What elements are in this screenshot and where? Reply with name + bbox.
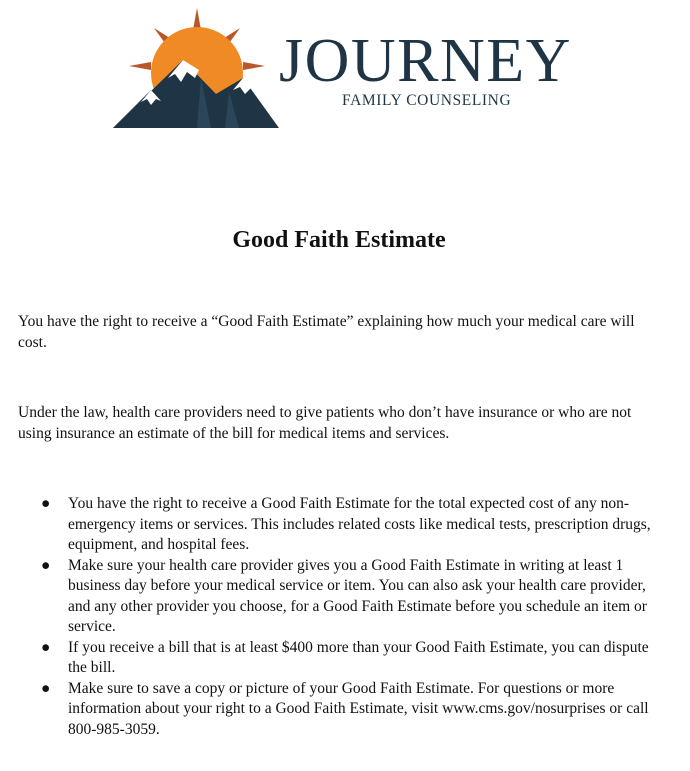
brand-tagline: FAMILY COUNSELING (342, 92, 512, 109)
bullet-icon: ● (41, 495, 51, 512)
list-item-text: You have the right to receive a Good Faith Estimate for the total expected cost of any non-emergency items or services. This includes related costs like medical tests, prescription drugs, equipment, and hospital fees. (68, 495, 651, 553)
bullet-icon: ● (41, 679, 51, 697)
list-item (18, 638, 662, 679)
list-item-text: If you receive a bill that is at least $400 more than your Good Faith Estimate, you can dispute the bill. (68, 638, 649, 676)
law-paragraph: Under the law, health care providers need to give patients who don’t have insurance or who are not using insurance an estimate of the bill for medical items and services. (18, 404, 632, 442)
brand-name: JOURNEY (279, 27, 572, 95)
mountain-sun-logo-icon (113, 8, 279, 133)
page-title: Good Faith Estimate (232, 227, 446, 253)
list-item (18, 679, 662, 741)
intro-paragraph: You have the right to receive a “Good Faith Estimate” explaining how much your medical care will cost. (18, 313, 635, 351)
bullet-icon: ● (41, 556, 51, 574)
bullet-icon: ● (41, 638, 51, 656)
list-item (18, 494, 662, 556)
list-item-text: Make sure to save a copy or picture of your Good Faith Estimate. For questions or more information about your right to a Good Faith Estimate, visit www.cms.gov/nosurprises or call 800-985-3059. (68, 679, 649, 738)
list-item (18, 556, 662, 638)
list-item-text: Make sure your health care provider gives you a Good Faith Estimate in writing at least 1 business day before your medical service or item. You can also ask your health care provider, and any other provider you choose, for a Good Faith Estimate before you schedule an item or service. (68, 556, 647, 635)
rights-list (18, 494, 662, 740)
journey-logo (113, 8, 573, 133)
